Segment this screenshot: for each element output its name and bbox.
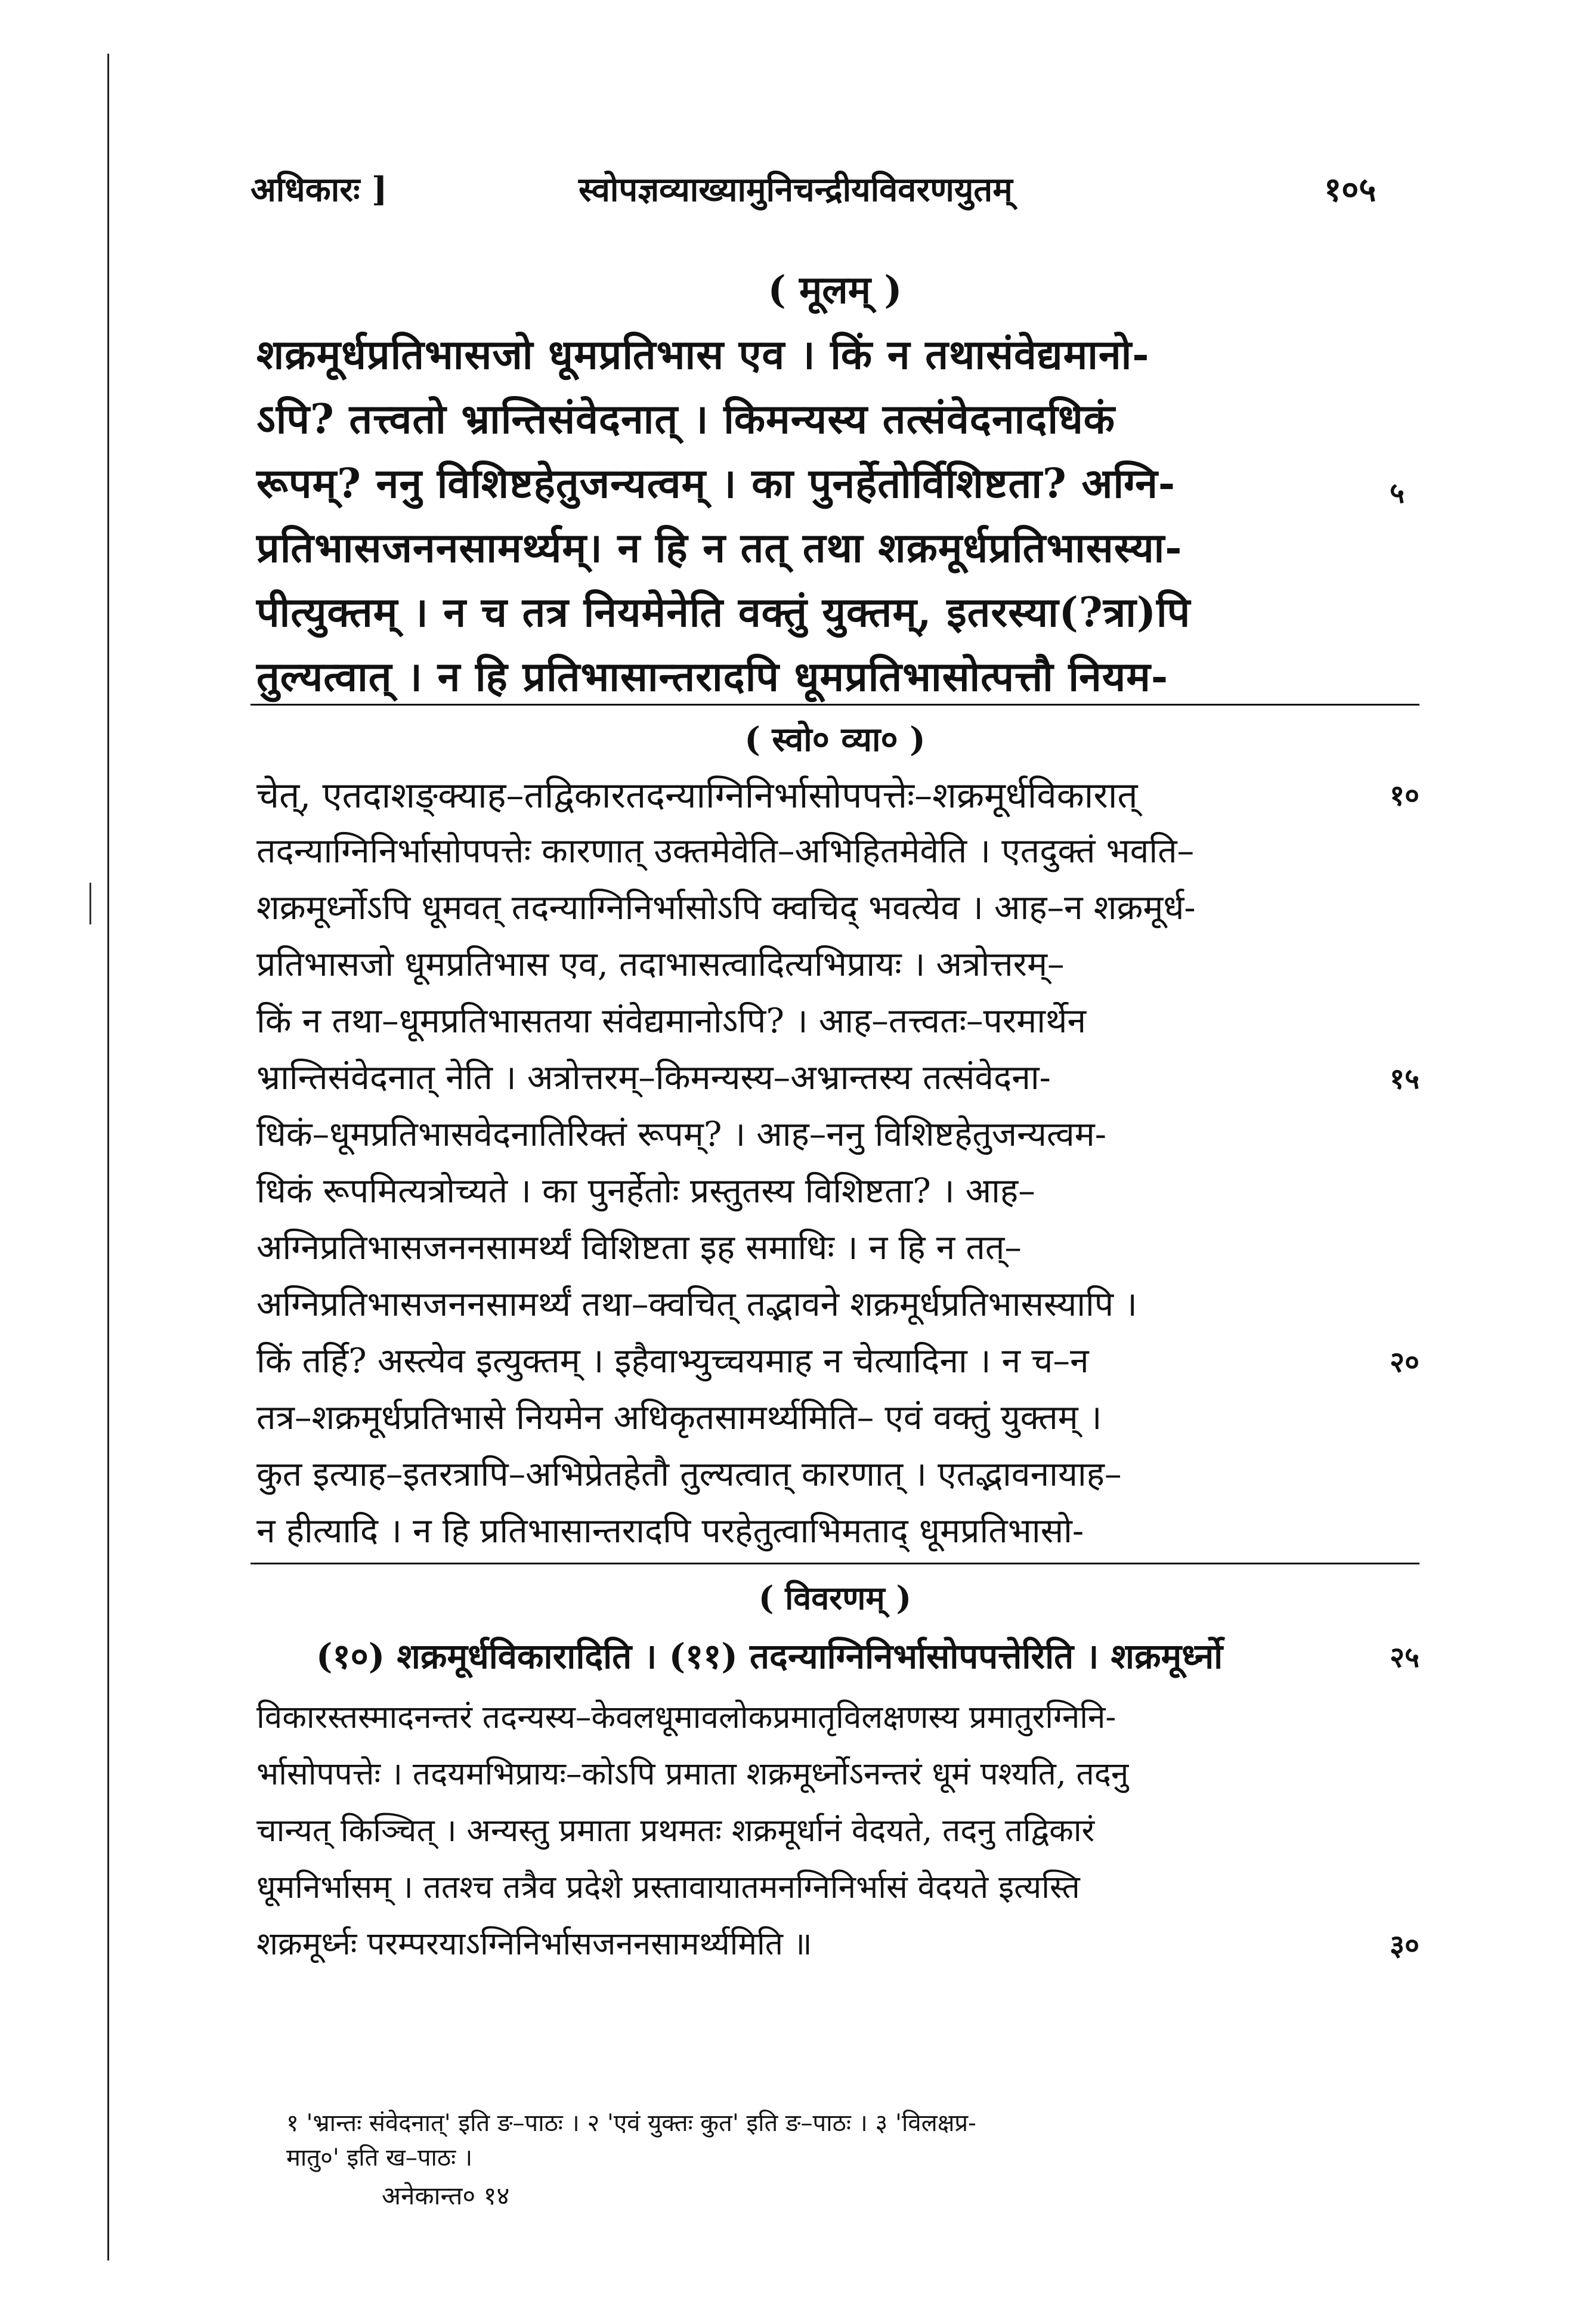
vyakhya-line: अग्निप्रतिभासजननसामर्थ्यं विशिष्टता इह समाधिः । न हि न तत्– [256, 1228, 1022, 1267]
margin-line-number: २० [1390, 1346, 1419, 1379]
margin-line-number: ३० [1390, 1929, 1419, 1962]
margin-line-number: १० [1390, 779, 1419, 812]
footnote-line: मातु०' इति ख–पाठः । [286, 2144, 473, 2172]
page-number: १०५ [1324, 170, 1377, 209]
vyakhya-heading: ( स्वो० व्या० ) [744, 720, 926, 759]
mula-line: रूपम्? ननु विशिष्टहेतुजन्यत्वम् । का पुनर्हेतोर्विशिष्टता? अग्नि- [256, 460, 1176, 508]
vyakhya-line: किं न तथा–धूमप्रतिभासतया संवेद्यमानोऽपि? । आह–तत्त्वतः–परमार्थेन [256, 1001, 1087, 1041]
vivarana-line: विकारस्तस्मादनन्तरं तदन्यस्य–केवलधूमावलोकप्रमातृविलक्षणस्य प्रमातुरग्निनि- [256, 1699, 1116, 1736]
section-divider [250, 704, 1419, 706]
vyakhya-line: तदन्याग्निनिर्भासोपपत्तेः कारणात् उक्तमेवेति–अभिहितमेवेति । एतदुक्तं भवति– [256, 831, 1195, 871]
margin-line-number: २५ [1390, 1641, 1419, 1674]
vyakhya-line: अग्निप्रतिभासजननसामर्थ्यं तथा–क्वचित् तद्भावने शक्रमूर्धप्रतिभासस्यापि । [256, 1285, 1137, 1324]
margin-line-number: ५ [1390, 477, 1405, 510]
binding-edge-line [107, 54, 109, 2260]
vyakhya-line: चेत्, एतदाशङ्क्याह–तद्विकारतदन्याग्निनिर्भासोपपत्तेः–शक्रमूर्धविकारात् [256, 775, 1138, 817]
scan-mark [89, 883, 91, 924]
mula-line: प्रतिभासजननसामर्थ्यम्। न हि न तत् तथा शक्रमूर्धप्रतिभासस्या- [256, 524, 1183, 572]
vyakhya-line: धिकं–धूमप्रतिभासवेदनातिरिक्तं रूपम्? । आह–ननु विशिष्टहेतुजन्यत्वम- [256, 1115, 1107, 1154]
mula-line: शक्रमूर्धप्रतिभासजो धूमप्रतिभास एव । किं न तथासंवेद्यमानो- [256, 331, 1150, 379]
mula-line: ऽपि? तत्त्वतो भ्रान्तिसंवेदनात् । किमन्यस्य तत्संवेदनादधिकं [256, 395, 1115, 443]
mula-line: तुल्यत्वात् । न हि प्रतिभासान्तरादपि धूमप्रतिभासोत्पत्तौ नियम- [256, 653, 1169, 701]
vyakhya-line: प्रतिभासजो धूमप्रतिभास एव, तदाभासत्वादित्यभिप्रायः । अत्रोत्तरम्– [256, 945, 1065, 984]
vivarana-line: धूमनिर्भासम् । ततश्च तत्रैव प्रदेशे प्रस्तावायातमनग्निनिर्भासं वेदयते इत्यस्ति [256, 1869, 1080, 1906]
vyakhya-line: तत्र–शक्रमूर्धप्रतिभासे नियमेन अधिकृतसामर्थ्यमिति– एवं वक्तुं युक्तम् । [256, 1398, 1102, 1437]
printer-signature: अनेकान्त० १४ [382, 2181, 510, 2210]
vivarana-line: र्भासोपपत्तेः । तदयमभिप्रायः–कोऽपि प्रमाता शक्रमूर्ध्नोऽनन्तरं धूमं पश्यति, तदनु [256, 1756, 1129, 1792]
footnote-line: १ 'भ्रान्तः संवेदनात्' इति ङ–पाठः । २ 'एवं युक्तः कुत' इति ङ–पाठः । ३ 'विलक्षप्र- [286, 2110, 976, 2137]
vyakhya-line: शक्रमूर्ध्नोऽपि धूमवत् तदन्याग्निनिर्भासोऽपि क्वचिद् भवत्येव । आह–न शक्रमूर्ध- [256, 888, 1196, 927]
mula-line: पीत्युक्तम् । न च तत्र नियमेनेति वक्तुं युक्तम्, इतरस्या(?त्रा)पि [256, 589, 1191, 636]
vyakhya-line: भ्रान्तिसंवेदनात् नेति । अत्रोत्तरम्–किमन्यस्य–अभ्रान्तस्य तत्संवेदना- [256, 1058, 1051, 1097]
vivarana-heading: ( विवरणम् ) [758, 1579, 912, 1617]
vyakhya-line: धिकं रूपमित्यत्रोच्यते । का पुनर्हेतोः प्रस्तुतस्य विशिष्टता? । आह– [256, 1171, 1035, 1211]
section-divider [250, 1563, 1419, 1564]
vivarana-line: चान्यत् किञ्चित् । अन्यस्तु प्रमाता प्रथमतः शक्रमूर्धानं वेदयते, तदनु तद्विकारं [256, 1813, 1095, 1849]
margin-line-number: १५ [1390, 1062, 1419, 1096]
vyakhya-line: कुत इत्याह–इतरत्रापि–अभिप्रेतहेतौ तुल्यत्वात् कारणात् । एतद्भावनायाह– [256, 1455, 1122, 1494]
vivarana-line: शक्रमूर्ध्नः परम्परयाऽग्निनिर्भासजननसामर्थ्यमिति ॥ [256, 1926, 812, 1962]
vyakhya-line: न हीत्यादि । न हि प्रतिभासान्तरादपि परहेतुत्वाभिमताद् धूमप्रतिभासो- [256, 1511, 1084, 1551]
vyakhya-line: किं तर्हि? अस्त्येव इत्युक्तम् । इहैवाभ्युच्चयमाह न चेत्यादिना । न च–न [256, 1341, 1089, 1381]
running-header [250, 166, 1419, 231]
mula-heading: ( मूलम् ) [768, 268, 902, 313]
header-title: स्वोपज्ञव्याख्यामुनिचन्द्रीयविवरणयुतम् [579, 170, 1013, 209]
header-chapter: अधिकारः ] [250, 170, 388, 209]
vivarana-line: (१०) शक्रमूर्धविकारादिति । (११) तदन्याग्निनिर्भासोपपत्तेरिति । शक्रमूर्ध्नो [316, 1636, 1223, 1677]
